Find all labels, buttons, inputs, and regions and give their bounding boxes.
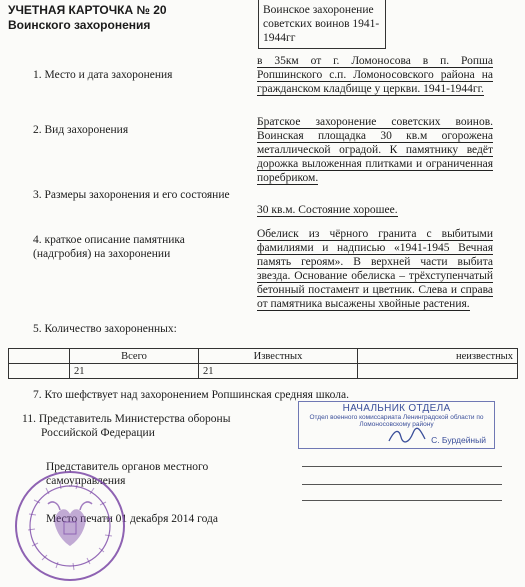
count-value-total: 21 xyxy=(70,364,199,379)
item-1-label: 1. Место и дата захоронения xyxy=(33,69,173,81)
count-table-value-row xyxy=(9,364,518,379)
round-seal-icon xyxy=(14,470,126,582)
count-header-unknown: неизвестных xyxy=(358,349,518,364)
item-3-answer: 30 кв.м. Состояние хорошее. xyxy=(257,204,398,216)
card-title-line1: УЧЕТНАЯ КАРТОЧКА № 20 xyxy=(8,3,167,17)
card-title-line2: Воинского захоронения xyxy=(8,18,151,32)
count-table-spacer xyxy=(9,349,70,364)
item-1-answer: в 35км от г. Ломоносова в п. Ропша Ропшинского с.п. Ломоносовского района на гражданском кладбище у церкви. 1941-1944гг. xyxy=(257,55,493,95)
card-title xyxy=(8,3,167,33)
stamp-signer: С. Бурдейный xyxy=(431,435,486,445)
stamp-subtitle: Отдел военного комиссариата Ленинградской области по Ломоносовскому району xyxy=(309,414,484,428)
signature-line xyxy=(302,500,502,501)
item-7-patron: 7. Кто шефствует над захоронением Ропшинская средняя школа. xyxy=(33,389,349,401)
count-value-known: 21 xyxy=(199,364,358,379)
count-value-unknown xyxy=(358,364,518,379)
count-header-total: Всего xyxy=(70,349,199,364)
stamp-title: НАЧАЛЬНИК ОТДЕЛА xyxy=(342,403,451,414)
count-table-header-row xyxy=(9,349,518,364)
item-2-answer: Братское захоронение советских воинов. Воинская площадка 30 кв.м огорожена металлической оградой. К памятнику ведёт дорожка выложенная плитками и ограниченная поребриком. xyxy=(257,116,493,184)
burial-name-box: Воинское захоронение советских воинов 1941-1944гг xyxy=(258,0,386,49)
item-2-label: 2. Вид захоронения xyxy=(33,124,129,136)
local-rep-line1: Представитель органов местного xyxy=(46,461,209,473)
item-4-answer: Обелиск из чёрного гранита с выбитыми фамилиями и надписью «1941-1945 Вечная память героям». В верхней части выбита звезда. Основание обелиска – трёхступенчатый бетонный постамент и цветник. Слева и справа от памятника высажены хвойные растения. xyxy=(257,228,493,310)
local-rep-line2: самоуправления xyxy=(46,475,126,487)
burial-count-table xyxy=(8,348,518,379)
handwritten-signature xyxy=(387,427,427,448)
signature-line xyxy=(302,484,502,485)
stamp-date: Место печати 01 декабря 2014 года xyxy=(46,513,218,525)
item-4-label: 4. краткое описание памятника (надгробия) на захоронении xyxy=(33,234,185,260)
count-table-spacer xyxy=(9,364,70,379)
department-stamp xyxy=(298,401,495,449)
item-11-line2: Российской Федерации xyxy=(41,427,155,439)
item-5-label: 5. Количество захороненных: xyxy=(33,323,177,335)
item-3-label: 3. Размеры захоронения и его состояние xyxy=(33,189,230,201)
item-11-line1: 11. Представитель Министерства обороны xyxy=(22,413,231,425)
count-header-known: Известных xyxy=(199,349,358,364)
signature-line xyxy=(302,466,502,467)
